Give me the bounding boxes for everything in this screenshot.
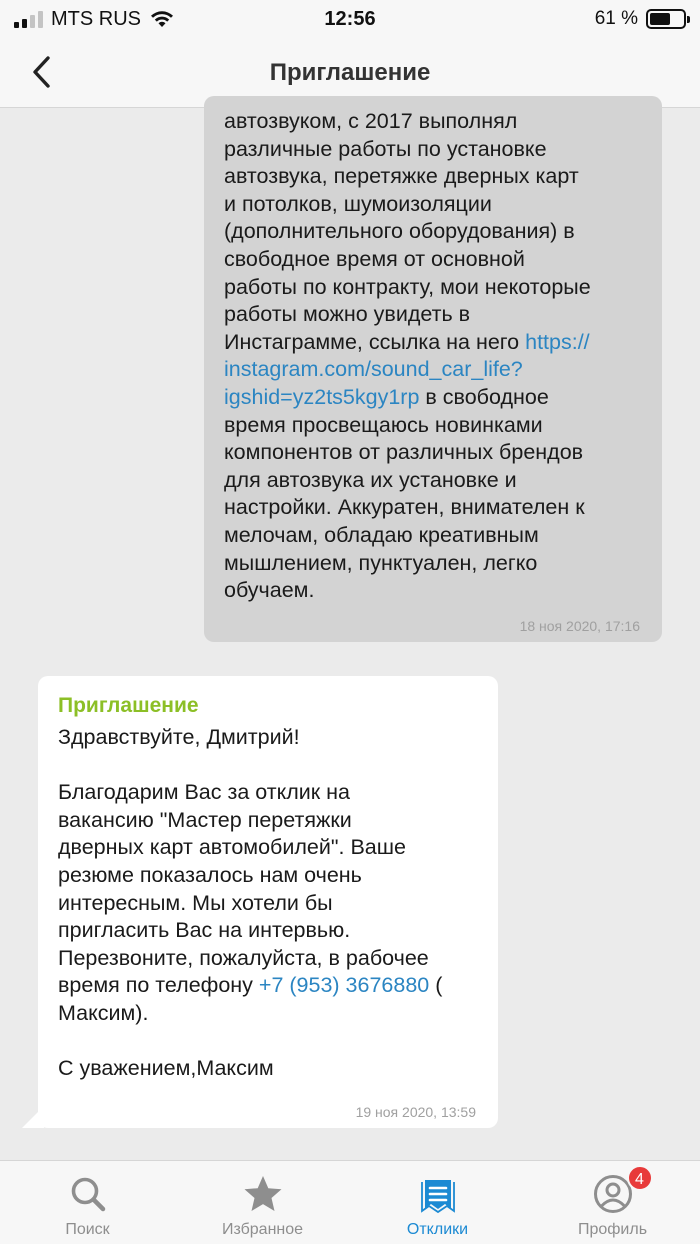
- chevron-left-icon: [31, 55, 53, 89]
- status-bar: [0, 0, 700, 38]
- back-button[interactable]: [22, 52, 62, 92]
- invitation-title: Приглашение: [58, 694, 199, 717]
- phone-link[interactable]: +7 (953) 3676880: [258, 973, 430, 998]
- tab-favorites[interactable]: [175, 1161, 350, 1244]
- outgoing-message-bubble: [204, 96, 662, 642]
- message-text-part: Здравствуйте, Дмитрий! Благодарим Вас за отклик на вакансию "Мастер перетяжки дверных карт автомобилей". Ваше резюме показалось нам очень интересным. Мы хотели бы пригласить Вас на интервью. Перезвоните, пожалуйста, в рабочее время по телефону: [58, 725, 429, 998]
- tab-search[interactable]: [0, 1161, 175, 1244]
- star-icon: [242, 1173, 284, 1215]
- battery-percentage: 61 %: [594, 8, 638, 29]
- battery-icon: [646, 9, 686, 29]
- notification-badge: 4: [627, 1165, 653, 1191]
- incoming-message-bubble: [38, 676, 498, 1128]
- carrier-name: MTS RUS: [51, 7, 141, 30]
- message-text: [58, 724, 488, 1083]
- instagram-link[interactable]: https:// instagram.com/sound_car_life? igshid=yz2ts5kgy1rp: [224, 329, 590, 409]
- tab-profile[interactable]: [525, 1161, 700, 1244]
- signal-icon: [14, 10, 43, 28]
- message-text: [224, 108, 644, 605]
- tab-label: Избранное: [221, 1221, 304, 1238]
- tab-responses[interactable]: [350, 1161, 525, 1244]
- message-timestamp: 19 ноя 2020, 13:59: [355, 1104, 476, 1120]
- tab-label: Поиск: [65, 1221, 110, 1238]
- message-text-part: в свободное время просвещаюсь новинками компонентов от различных брендов для автозвука их установке и настройки. Аккуратен, внимателен к мелочам, обладаю креативным мышлением, пунктуален, легко обучаем.: [224, 384, 585, 603]
- status-time: 12:56: [324, 8, 376, 30]
- tab-label: Отклики: [406, 1221, 469, 1238]
- tab-label: Профиль: [577, 1221, 648, 1238]
- search-icon: [67, 1173, 109, 1215]
- responses-icon: [417, 1173, 459, 1215]
- message-text-part: автозвуком, с 2017 выполнял различные работы по установке автозвука, перетяжке дверных карт и потолков, шумоизоляции (дополнительного оборудования) в свободное время от основной работы по контракту, мои некоторые работы можно увидеть в Инстаграмме, ссылка на него: [224, 109, 591, 354]
- status-left: [14, 8, 175, 31]
- wifi-icon: [149, 9, 175, 29]
- status-right: [595, 8, 686, 30]
- message-text-part: ( Максим). С уважением,Максим: [58, 973, 443, 1081]
- tab-bar: [0, 1160, 700, 1244]
- message-timestamp: 18 ноя 2020, 17:16: [519, 618, 640, 634]
- page-title: Приглашение: [269, 58, 431, 86]
